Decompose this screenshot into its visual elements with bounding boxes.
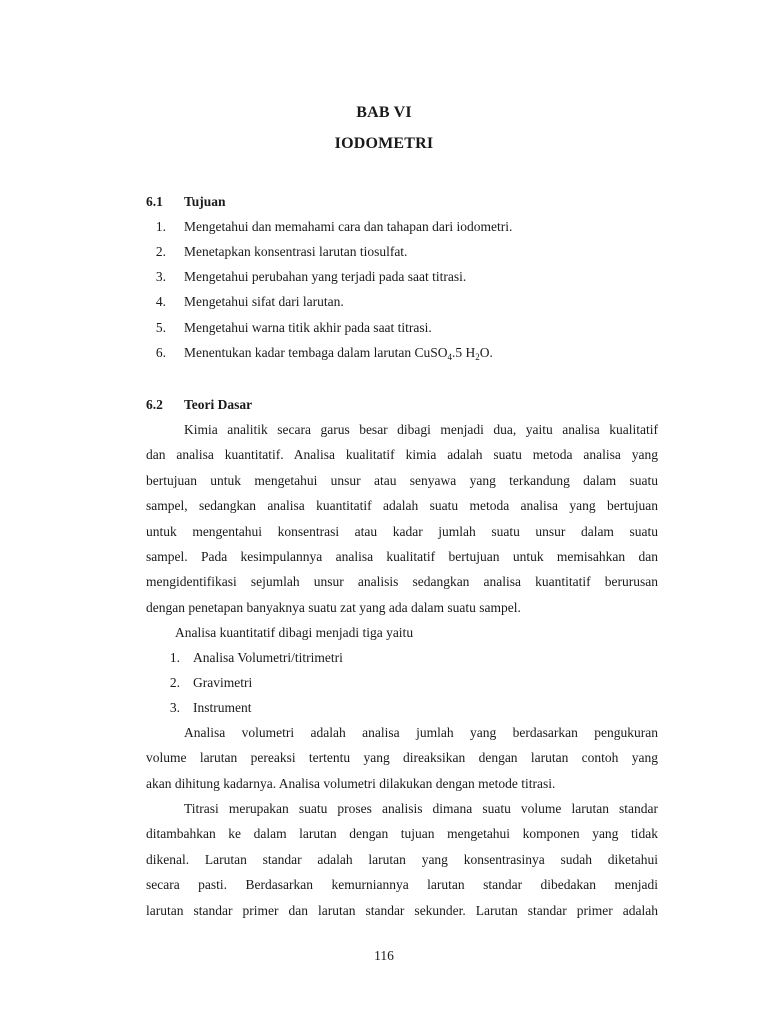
paragraph-line: bertujuan untuk mengetahui unsur atau senyawa yang terkandung dalam suatu bbox=[146, 472, 658, 488]
list-item-text-main: Menentukan kadar tembaga dalam larutan bbox=[184, 345, 415, 360]
list-item-text: Gravimetri bbox=[193, 675, 253, 690]
paragraph-line: Analisa volumetri adalah analisa jumlah yang berdasarkan pengukuran bbox=[184, 725, 658, 740]
list-item-text: Mengetahui sifat dari larutan. bbox=[184, 294, 344, 309]
paragraph-line: dikenal. Larutan standar adalah larutan yang konsentrasinya sudah diketahui bbox=[146, 851, 658, 867]
paragraph-line: untuk mengentahui konsentrasi atau kadar jumlah suatu unsur dalam suatu bbox=[146, 523, 658, 539]
list-item-text: Mengetahui perubahan yang terjadi pada saat titrasi. bbox=[184, 269, 467, 284]
paragraph-intro-kuantitatif bbox=[175, 625, 413, 641]
list-item-number: 1. bbox=[169, 650, 180, 665]
list-item-text: Menetapkan konsentrasi larutan tiosulfat. bbox=[184, 244, 408, 259]
list-item-number: 2. bbox=[155, 244, 166, 259]
list-item-number: 3. bbox=[169, 700, 180, 715]
chemical-formula bbox=[415, 345, 493, 360]
paragraph-line: mengidentifikasi sejumlah unsur analisis sedangkan analisa kuantitatif berurusan bbox=[146, 574, 658, 590]
paragraph-line: Titrasi merupakan suatu proses analisis dimana suatu volume larutan standar bbox=[184, 801, 658, 816]
intro-text: Analisa kuantitatif dibagi menjadi tiga yaitu bbox=[175, 625, 414, 640]
paragraph-line: larutan standar primer dan larutan standar sekunder. Larutan standar primer adalah bbox=[146, 902, 658, 918]
formula-part: CuSO bbox=[414, 345, 448, 360]
paragraph-line: ditambahkan ke dalam larutan dengan tujuan mengetahui komponen yang tidak bbox=[146, 826, 658, 842]
formula-subscript: 2 bbox=[475, 352, 480, 362]
chapter-number: BAB VI bbox=[356, 104, 412, 121]
paragraph-titrasi bbox=[146, 801, 658, 928]
list-item-number: 2. bbox=[169, 675, 180, 690]
section-number: 6.1 bbox=[146, 194, 163, 209]
formula-part: O bbox=[479, 345, 490, 360]
list-item-text bbox=[184, 345, 493, 361]
paragraph-line: secara pasti. Berdasarkan kemurniannya larutan standar dibedakan menjadi bbox=[146, 877, 658, 893]
list-item-text: Mengetahui warna titik akhir pada saat titrasi. bbox=[184, 320, 432, 335]
paragraph-line: dengan penetapan banyaknya suatu zat yang ada dalam suatu sampel. bbox=[146, 599, 521, 615]
list-item-number: 5. bbox=[155, 320, 166, 335]
paragraph-kimia-analitik bbox=[146, 422, 658, 625]
paragraph-line: dan analisa kuantitatif. Analisa kualitatif kimia adalah suatu metoda analisa yang bbox=[146, 447, 658, 463]
paragraph-line: volume larutan pereaksi tertentu yang direaksikan dengan larutan contoh yang bbox=[146, 750, 658, 766]
list-item-number: 1. bbox=[155, 219, 166, 234]
list-item-text: Instrument bbox=[193, 700, 252, 715]
list-item-text: Mengetahui dan memahami cara dan tahapan dari iodometri. bbox=[184, 219, 513, 234]
section-title: Tujuan bbox=[184, 194, 226, 209]
list-item-number: 4. bbox=[155, 294, 166, 309]
paragraph-line: sampel. Pada kesimpulannya analisa kualitatif bertujuan untuk memisahkan dan bbox=[146, 548, 658, 564]
list-item-text: Analisa Volumetri/titrimetri bbox=[193, 650, 343, 665]
list-item-number: 6. bbox=[155, 345, 166, 360]
formula-subscript: 4 bbox=[447, 352, 453, 362]
formula-end: . bbox=[489, 345, 493, 360]
section-title: Teori Dasar bbox=[184, 397, 253, 412]
chapter-title: IODOMETRI bbox=[334, 135, 434, 152]
formula-part: .5 H bbox=[452, 345, 476, 360]
paragraph-line: sampel, sedangkan analisa kuantitatif adalah suatu metoda analisa yang bertujuan bbox=[146, 498, 658, 514]
paragraph-volumetri bbox=[146, 725, 658, 801]
page-number: 116 bbox=[374, 948, 394, 963]
paragraph-line: akan dihitung kadarnya. Analisa volumetri dilakukan dengan metode titrasi. bbox=[146, 775, 556, 791]
section-number: 6.2 bbox=[146, 397, 163, 412]
list-item-number: 3. bbox=[155, 269, 166, 284]
paragraph-line: Kimia analitik secara garus besar dibagi menjadi dua, yaitu analisa kualitatif bbox=[184, 422, 658, 437]
